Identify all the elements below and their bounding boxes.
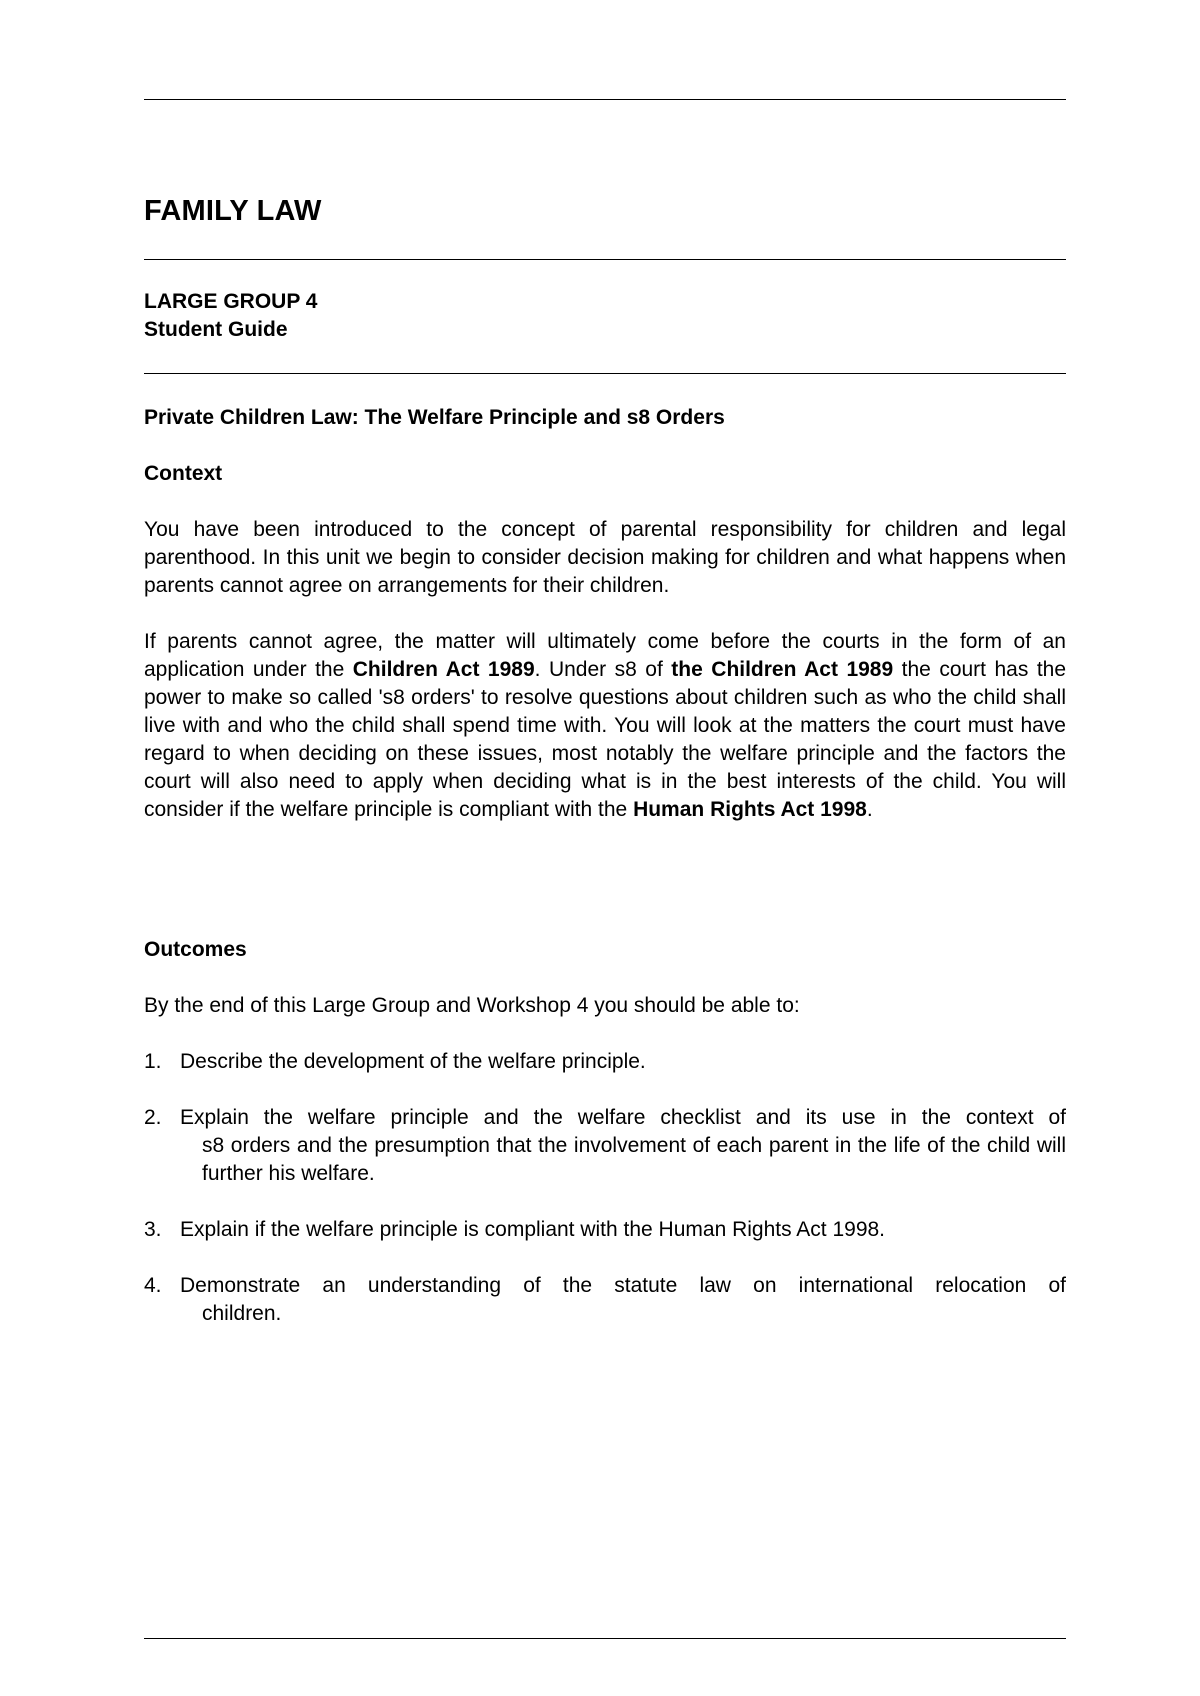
outcome-item-3 xyxy=(144,1216,1066,1244)
outcome-item-1 xyxy=(144,1048,1066,1076)
context-p2-text-3: the court has the power to make so called 's8 orders' to resolve questions about children such as who the child shall live with and who the child shall spend time with. You will look at the matters the court must have regard to when deciding on these issues, most notably the welfare principle and the factors the court will also need to apply when deciding what is in the best interests of the child. You will consider if the welfare principle is compliant with the xyxy=(144,658,1067,821)
header-divider xyxy=(144,373,1066,374)
outcome-text-continued: children. xyxy=(202,1302,282,1325)
outcomes-heading: Outcomes xyxy=(144,938,247,961)
outcome-number: 4. xyxy=(144,1274,162,1297)
outcome-number: 2. xyxy=(144,1106,162,1129)
document-title: FAMILY LAW xyxy=(144,195,322,227)
outcome-text: Explain the welfare principle and the welfare checklist and its use in the context of xyxy=(180,1106,1066,1129)
outcome-number: 1. xyxy=(144,1050,162,1073)
outcome-text: Explain if the welfare principle is compliant with the Human Rights Act 1998. xyxy=(180,1218,886,1241)
children-act-ref: Children Act 1989 xyxy=(352,658,535,681)
outcome-text: Demonstrate an understanding of the statute law on international relocation of xyxy=(180,1274,1066,1297)
top-divider xyxy=(144,99,1066,100)
outcome-number: 3. xyxy=(144,1218,162,1241)
outcomes-intro: By the end of this Large Group and Workshop 4 you should be able to: xyxy=(144,994,800,1017)
outcome-item-2 xyxy=(144,1104,1066,1188)
guide-label: Student Guide xyxy=(144,318,288,341)
title-divider xyxy=(144,259,1066,260)
context-paragraph-2 xyxy=(144,628,1066,824)
context-p2-text-2: . Under s8 of xyxy=(534,658,672,681)
outcome-text-continued: s8 orders and the presumption that the involvement of each parent in the life of the child will further his welfare. xyxy=(202,1134,1066,1185)
outcome-item-4 xyxy=(144,1272,1066,1328)
context-heading: Context xyxy=(144,462,223,485)
children-act-ref-2: the Children Act 1989 xyxy=(671,658,894,681)
outcome-text: Describe the development of the welfare principle. xyxy=(180,1050,646,1073)
topic-heading: Private Children Law: The Welfare Principle and s8 Orders xyxy=(144,406,725,429)
human-rights-act-ref: Human Rights Act 1998 xyxy=(633,798,867,821)
bottom-divider xyxy=(144,1638,1066,1639)
group-label: LARGE GROUP 4 xyxy=(144,290,318,313)
context-paragraph-1: You have been introduced to the concept of parental responsibility for children and legal parenthood. In this unit we begin to consider decision making for children and what happens when parents cannot agree on arrangements for their children. xyxy=(144,518,1066,597)
context-p2-text-4: . xyxy=(866,798,873,821)
context-p2-text-1: If parents cannot agree, the matter will ultimately come before the courts in the form of an application under the xyxy=(144,630,1066,681)
